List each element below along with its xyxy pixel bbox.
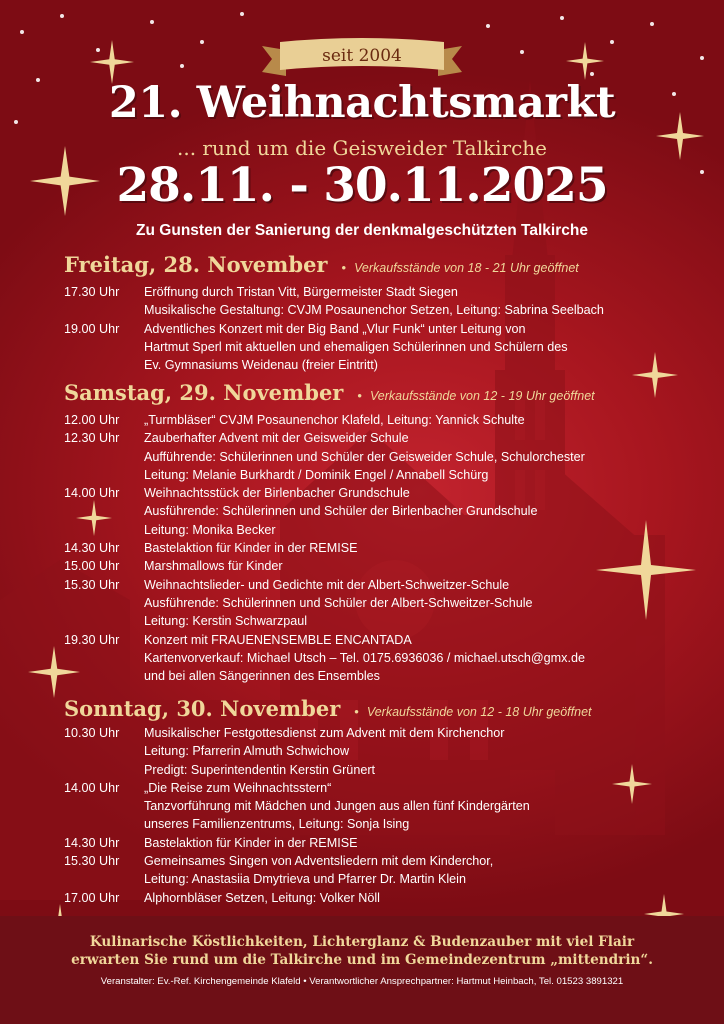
event-text: Ev. Gymnasiums Weidenau (freier Eintritt) [144, 358, 378, 373]
organizer-info: Veranstalter: Ev.-Ref. Kirchengemeinde Klafeld • Verantwortlicher Ansprechpartner: Hartmut Heinbach, Tel. 01523 3891321 [100, 976, 624, 987]
opening-hours: Verkaufsstände von 12 - 18 Uhr geöffnet [366, 705, 592, 719]
event-text: Musikalischer Festgottesdienst zum Advent mit dem Kirchenchor [144, 726, 505, 740]
event-text: Aufführende: Schülerinnen und Schüler der Geisweider Schule, Schulorchester [144, 449, 585, 464]
event-text: Marshmallows für Kinder [144, 559, 283, 574]
event-text: Musikalische Gestaltung: CVJM Posaunenchor Setzen, Leitung: Sabrina Seelbach [144, 303, 604, 318]
event-text: Leitung: Monika Becker [144, 522, 276, 537]
event-text: Weihnachtslieder- und Gedichte mit der Albert-Schweitzer-Schule [144, 577, 510, 592]
event-text: Ausführende: Schülerinnen und Schüler der Albert-Schweitzer-Schule [144, 595, 533, 610]
separator-dot: • [354, 704, 359, 719]
event-row [64, 557, 704, 575]
event-time: 14.00 Uhr [64, 486, 120, 501]
day-header-friday [64, 252, 704, 280]
event-time: 17.00 Uhr [64, 890, 120, 905]
event-time: 14.30 Uhr [64, 835, 120, 850]
event-text: Ausführende: Schülerinnen und Schüler der Birlenbacher Grundschule [144, 504, 538, 519]
event-list-saturday [64, 411, 704, 685]
footer-band [0, 916, 724, 1024]
event-list-sunday [64, 724, 704, 907]
event-time: 15.30 Uhr [64, 854, 120, 869]
event-text: Leitung: Kerstin Schwarzpaul [144, 614, 308, 629]
event-text: Kartenvorverkauf: Michael Utsch – Tel. 0175.6936036 / michael.utsch@gmx.de [144, 650, 585, 665]
event-time: 15.00 Uhr [64, 559, 120, 574]
event-time: 15.30 Uhr [64, 577, 120, 592]
opening-hours: Verkaufsstände von 12 - 19 Uhr geöffnet [369, 389, 595, 403]
event-text: Alphornbläser Setzen, Leitung: Volker Nöll [144, 890, 380, 905]
event-time: 19.00 Uhr [64, 321, 120, 336]
event-text: „Turmbläser“ CVJM Posaunenchor Klafeld, Leitung: Yannick Schulte [144, 413, 525, 427]
event-row [64, 852, 704, 889]
event-text: „Die Reise zum Weihnachtsstern“ [144, 780, 332, 795]
event-text: und bei allen Sängerinnen des Ensembles [144, 669, 380, 684]
day-header-sunday [64, 696, 704, 724]
event-text: Bastelaktion für Kinder in der REMISE [144, 541, 358, 556]
event-text: Gemeinsames Singen von Adventsliedern mit dem Kinderchor, [144, 854, 494, 869]
since-banner-text: seit 2004 [322, 46, 402, 66]
footer-tagline: Kulinarische Köstlichkeiten, Lichterglanz & Budenzauber mit viel Flair [89, 934, 635, 950]
event-text: Leitung: Melanie Burkhardt / Dominik Engel / Annabell Schürg [144, 467, 489, 482]
sparkle-star-icon [566, 42, 604, 80]
event-text: Hartmut Sperl mit aktuellen und ehemaligen Schülerinnen und Schülern des [144, 339, 568, 354]
event-time: 10.30 Uhr [64, 726, 120, 740]
day-header-saturday [64, 380, 704, 408]
event-text: Leitung: Anastasiia Dmytrieva und Pfarrer Dr. Martin Klein [144, 872, 466, 887]
event-row [64, 484, 704, 539]
event-row [64, 779, 704, 834]
event-text: Bastelaktion für Kinder in der REMISE [144, 835, 358, 850]
day-name: Freitag, 28. November [64, 252, 328, 277]
day-name: Sonntag, 30. November [64, 696, 341, 721]
event-time: 14.30 Uhr [64, 541, 120, 556]
event-text: unseres Familienzentrums, Leitung: Sonja Ising [144, 817, 410, 832]
event-text: Konzert mit FRAUENENSEMBLE ENCANTADA [144, 632, 412, 647]
event-list-friday [64, 283, 704, 374]
event-text: Predigt: Superintendentin Kerstin Grünert [144, 762, 376, 777]
event-row [64, 283, 704, 320]
subtitle: ... rund um die Geisweider Talkirche [177, 136, 547, 160]
event-row [64, 539, 704, 557]
event-text: Adventliches Konzert mit der Big Band „Vlur Funk“ unter Leitung von [144, 321, 526, 336]
separator-dot: • [341, 260, 347, 275]
event-row [64, 834, 704, 852]
separator-dot: • [357, 388, 362, 403]
event-time: 17.30 Uhr [64, 285, 120, 299]
event-text: Leitung: Pfarrerin Almuth Schwichow [144, 744, 350, 759]
day-name: Samstag, 29. November [64, 380, 344, 405]
event-row [64, 631, 704, 686]
event-dates: 28.11. - 30.11.2025 [116, 158, 608, 213]
event-text: Eröffnung durch Tristan Vitt, Bürgermeister Stadt Siegen [144, 285, 458, 299]
event-row [64, 429, 704, 484]
event-row [64, 576, 704, 631]
event-text: Weihnachtsstück der Birlenbacher Grundschule [144, 486, 410, 501]
event-row [64, 889, 704, 907]
event-text: Zauberhafter Advent mit der Geisweider Schule [144, 431, 409, 446]
event-row [64, 320, 704, 375]
event-text: Tanzvorführung mit Mädchen und Jungen aus allen fünf Kindergärten [144, 799, 530, 814]
event-row [64, 411, 704, 429]
event-time: 12.30 Uhr [64, 431, 120, 446]
event-time: 19.30 Uhr [64, 632, 120, 647]
cause-statement: Zu Gunsten der Sanierung der denkmalgeschützten Talkirche [136, 222, 588, 239]
opening-hours: Verkaufsstände von 18 - 21 Uhr geöffnet [354, 261, 579, 275]
page-title: 21. Weihnachtsmarkt [108, 78, 616, 128]
footer-tagline: erwarten Sie rund um die Talkirche und im Gemeindezentrum „mittendrin“. [71, 952, 653, 968]
event-time: 14.00 Uhr [64, 780, 120, 795]
event-row [64, 724, 704, 779]
event-time: 12.00 Uhr [64, 413, 120, 427]
